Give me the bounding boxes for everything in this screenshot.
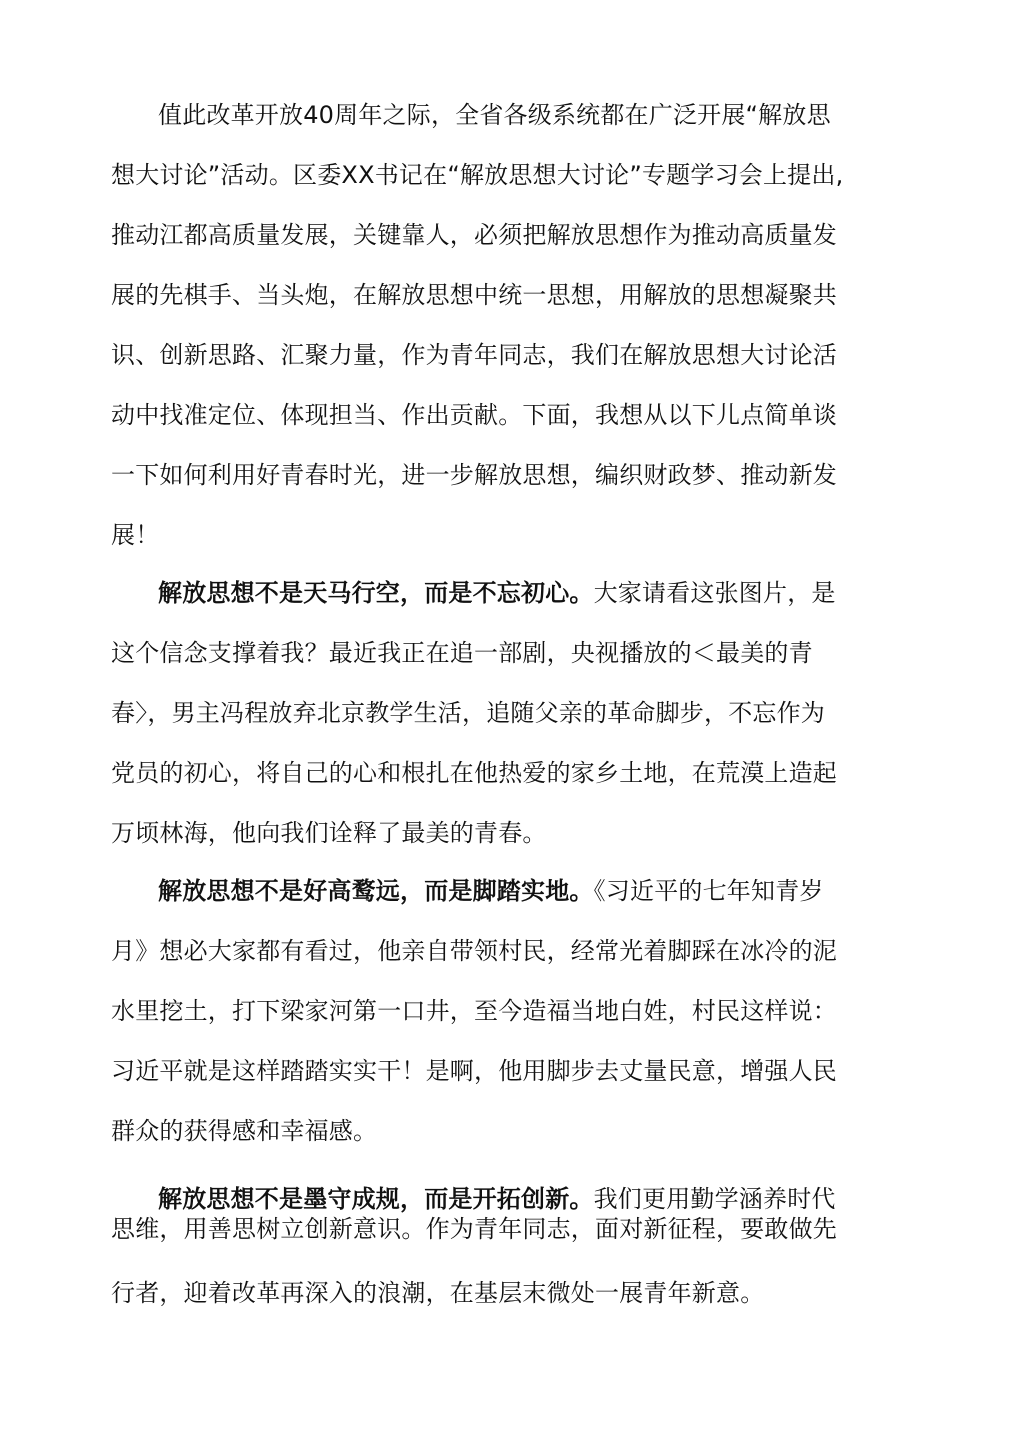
paragraph-2-line-4: 党员的初心，将自己的心和根扎在他热爱的家乡土地，在荒漠上造起 [111,759,837,787]
paragraph-4-line-2: 思维，用善思树立创新意识。作为青年同志，面对新征程，要敢做先 [111,1215,837,1243]
paragraph-1-line-4: 展的先棋手、当头炮，在解放思想中统一思想，用解放的思想凝聚共 [111,281,837,309]
paragraph-2-line-2: 这个信念支撑着我？最近我正在追一部剧，央视播放的＜最美的青 [111,639,813,667]
paragraph-2-line-5: 万顷林海，他向我们诠释了最美的青春。 [111,819,547,847]
paragraph-4-heading: 解放思想不是墨守成规，而是开拓创新。 [158,1185,594,1213]
paragraph-4-line-3: 行者，迎着改革再深入的浪潮，在基层末微处一展青年新意。 [111,1279,765,1307]
paragraph-3-heading: 解放思想不是好高鹜远，而是脚踏实地。 [158,877,594,905]
paragraph-2-line-1 [158,578,836,608]
paragraph-1-line-7: 一下如何利用好青春时光，进一步解放思想，编织财政梦、推动新发 [111,461,837,489]
paragraph-1-line-8: 展！ [111,521,160,549]
paragraph-2-heading: 解放思想不是天马行空，而是不忘初心。 [158,579,594,607]
paragraph-3-line-3: 水里挖土，打下梁家河第一口井，至今造福当地白姓，村民这样说： [111,997,837,1025]
paragraph-1-line-6: 动中找准定位、体现担当、作出贡献。下面，我想从以下儿点简单谈 [111,401,837,429]
paragraph-4-line-1-text: 我们更用勤学涵养时代 [593,1185,836,1213]
paragraph-2-line-1-text: 大家请看这张图片，是 [593,579,836,607]
paragraph-3-line-4: 习近平就是这样踏踏实实干！是啊，他用脚步去丈量民意，增强人民 [111,1057,837,1085]
paragraph-3-line-1 [158,876,824,906]
paragraph-3-line-2: 月》想必大家都有看过，他亲自带领村民，经常光着脚踩在冰冷的泥 [111,937,837,965]
paragraph-4-line-1 [158,1184,836,1214]
paragraph-2-line-3: 春〉，男主冯程放弃北京教学生活，追随父亲的革命脚步，不忘作为 [111,699,825,727]
paragraph-1-line-1: 值此改革开放40周年之际，全省各级系统都在广泛开展“解放思 [158,101,831,129]
paragraph-1-line-5: 识、创新思路、汇聚力量，作为青年同志，我们在解放思想大讨论活 [111,341,837,369]
paragraph-3-line-5: 群众的获得感和幸福感。 [111,1117,378,1145]
paragraph-1-line-3: 推动江都高质量发展，关键靠人，必须把解放思想作为推动高质量发 [111,221,837,249]
paragraph-1-line-2: 想大讨论”活动。区委XX书记在“解放思想大讨论”专题学习会上提出, [111,161,844,189]
paragraph-3-line-1-text: 《习近平的七年知青岁 [593,877,824,905]
